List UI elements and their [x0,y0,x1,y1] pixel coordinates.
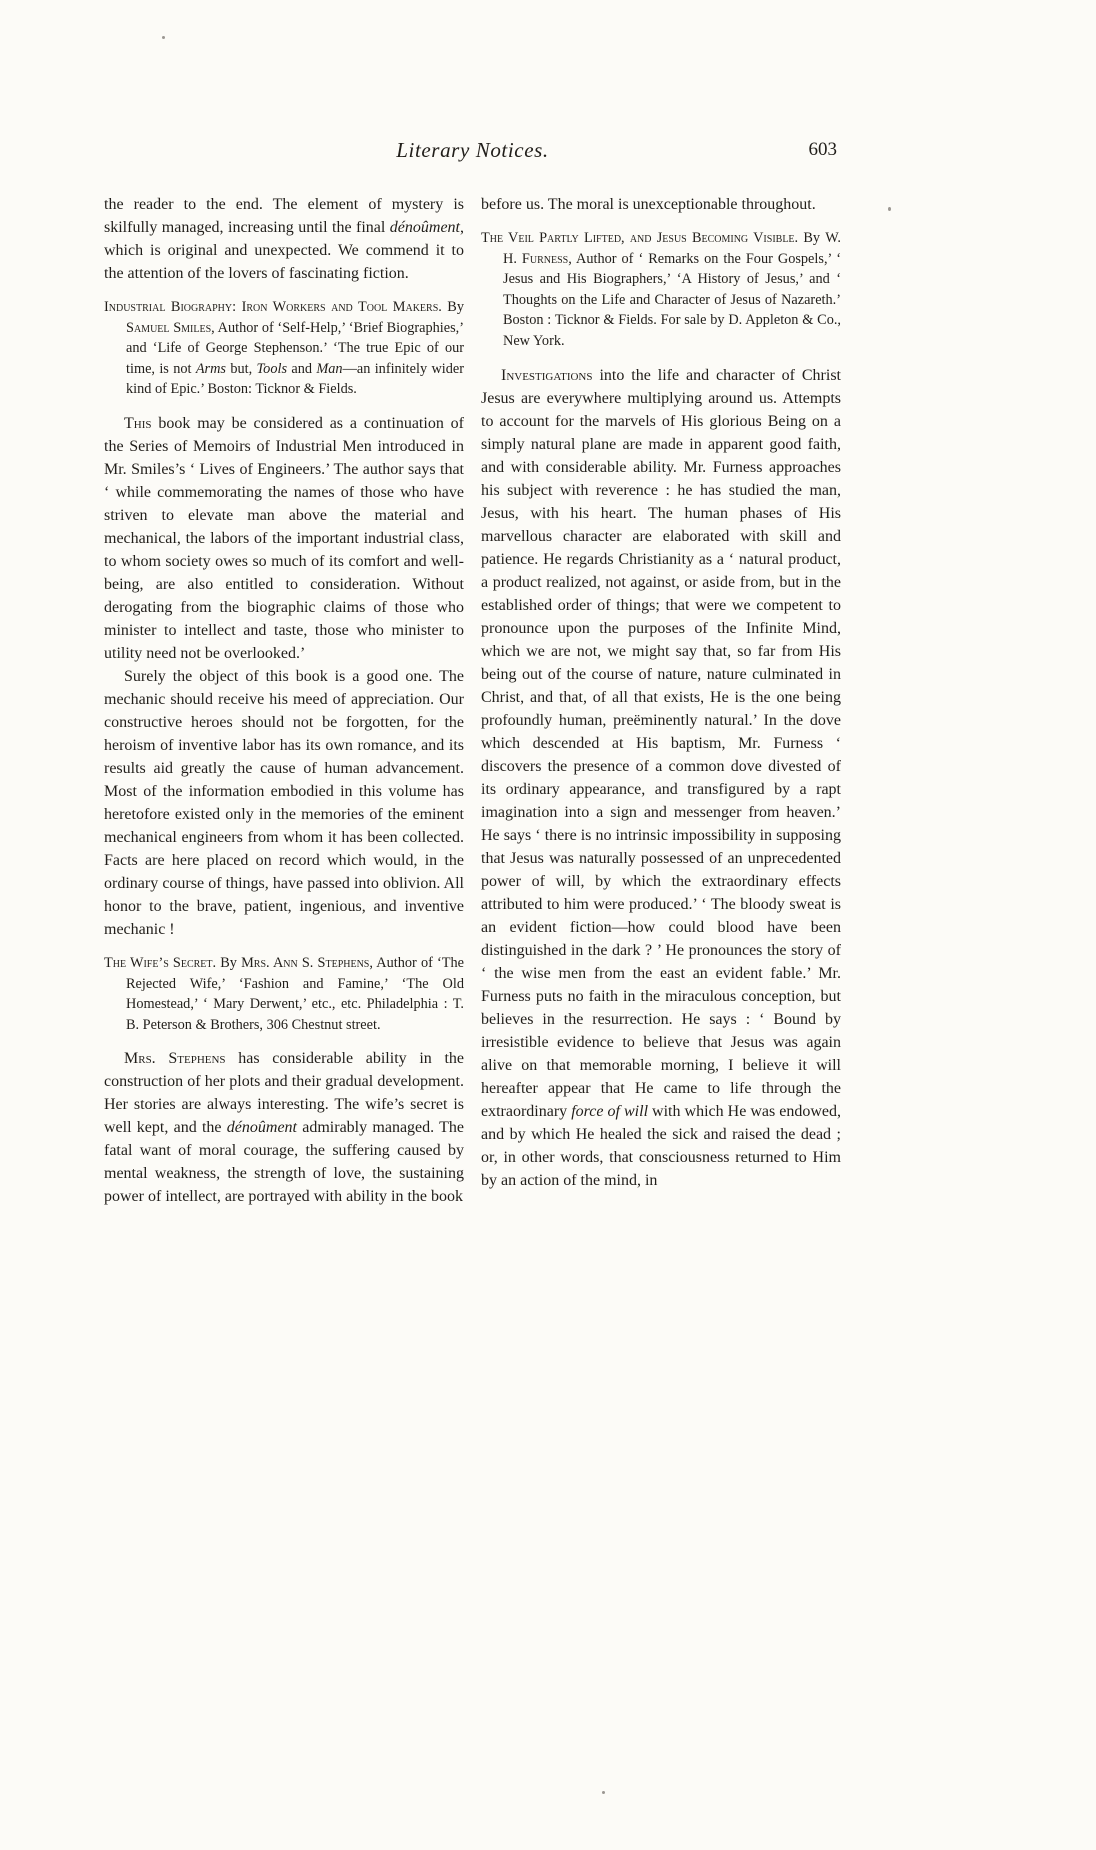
text-run: with which He was endowed, and by which He healed the sick and raised the dead ; or, in other words, that consciousness returned to Him by an action of the mind, in [481,1102,842,1189]
italic-text: dénoûment [389,219,460,236]
scan-speck [888,207,891,211]
text-run: By [441,299,464,315]
paragraph [481,364,841,1192]
text-run: into the life and character of Christ Jesus are everywhere multiplying around us. Attempts to account for the marvels of His glorious Being on a simply natural plane are made in apparent good faith, and with considerable ability. Mr. Furness approaches his subject with reverence : he has studied the man, Jesus, with his heart. The human phases of His marvellous character are elaborated with skill and patience. He regards Christianity as a ‘ natural product, a product realized, not against, or aside from, but in the established order of things; that were we competent to pronounce upon the purposes of the Infinite Mind, which we are not, we might say that, so far from His being out of the course of nature, nature culminated in Christ, and that, of all that exists, He is the one being profoundly human, preëminently natural.’ In the dove which descended at His baptism, Mr. Furness ‘ discovers the presence of a common dove divested of its ordinary appearance, and transfigured by a rapt imagination into a sign and messenger from heaven.’ He says ‘ there is no intrinsic impossibility in supposing that Jesus was naturally possessed of an unprecedented power of will, by which the extraordinary effects attributed to him were produced.’ ‘ The bloody sweat is an evident fiction—how could blood have been distinguished in the dark ? ’ He pronounces the story of ‘ the wise men from the east an evident fable.’ Mr. Furness puts no faith in the miraculous conception, but believes in the resurrection. He says : ‘ Bound by irresistible evidence to believe that Jesus was again alive on that memorable morning, I believe it will hereafter appear that He came to life through the extraordinary [481,366,841,1120]
text-run: , Author of ‘The Rejected Wife,’ ‘Fashion and Famine,’ ‘The Old Homestead,’ ‘ Mary Derwent,’ etc., etc. Philadelphia : T. B. Peterson & Brothers, 306 Chestnut street. [126,954,464,1033]
page-content [104,138,841,1208]
paragraph [104,665,464,941]
paragraph [104,412,464,665]
text-run: before us. The moral is unexceptionable throughout. [481,196,816,213]
left-column [104,193,464,1208]
italic-text: Arms [195,360,226,377]
running-head: Literary Notices. [396,138,549,162]
text-run: By [216,954,242,971]
text-run: , which is original and unexpected. We commend it to the attention of the lovers of fascinating fiction. [104,219,464,282]
small-caps-text: Industrial Biography: Iron Workers and Tool Makers. [104,299,442,315]
small-caps-text: Mrs. Ann S. Stephens [241,954,370,971]
text-run: By [798,230,826,246]
entry-heading [104,953,464,1035]
text-run: —an infinitely wider kind of Epic.’ Boston: Ticknor & Fields. [126,360,464,398]
scan-speck [162,36,165,39]
page-header [104,138,841,166]
paragraph [481,193,841,216]
text-run: and [287,360,317,377]
paragraph [104,1047,464,1208]
text-run: but, [226,360,257,377]
small-caps-text: The Wife’s Secret. [104,954,217,971]
small-caps-text: Samuel Smiles [126,319,212,336]
text-run: has considerable ability in the construction of her plots and their gradual development. Her stories are always interesting. The wife’s secret is well kept, and the [104,1050,464,1137]
text-run: , Author of ‘Self-Help,’ ‘Brief Biographies,’ and ‘Life of George Stephenson.’ ‘The true Epic of our time, is not [126,319,465,377]
small-caps-text: Mrs. Stephens [124,1050,226,1068]
page-number: 603 [808,139,837,160]
text-run: , Author of ‘ Remarks on the Four Gospels,’ ‘ Jesus and His Biographers,’ ‘A History of Jesus,’ and ‘ Thoughts on the Life and Character of Jesus of Nazareth.’ Boston : Ticknor & Fields. For sale by D. Appleton & Co., New York. [503,250,841,349]
small-caps-text: This [124,414,152,432]
italic-text: dénoûment [226,1119,297,1137]
text-run: Surely the object of this book is a good one. The mechanic should receive his meed of appreciation. Our constructive heroes should not be forgotten, for the heroism of inventive labor has its own romance, and its results aid greatly the cause of human advancement. Most of the information embodied in this volume has heretofore existed only in the memories of the eminent mechanical engineers from whom it has been collected. Facts are here placed on record which would, in the ordinary course of things, have passed into oblivion. All honor to the brave, patient, ingenious, and inventive mechanic ! [104,667,464,938]
text-run: the reader to the end. The element of mystery is skilfully managed, increasing until the final [104,196,464,236]
small-caps-text: Investigations [501,366,593,384]
scan-speck [602,1791,605,1794]
small-caps-text: W. H. Furness [503,230,841,267]
small-caps-text: The Veil Partly Lifted, and Jesus Becoming Visible. [481,230,799,246]
entry-heading [481,228,841,352]
entry-heading [104,297,464,400]
text-run: admirably managed. The fatal want of moral courage, the suffering caused by mental weakness, the strength of love, the sustaining power of intellect, are portrayed with ability in the book [104,1119,464,1206]
text-columns [104,193,841,1208]
text-run: book may be considered as a continuation of the Series of Memoirs of Industrial Men introduced in Mr. Smiles’s ‘ Lives of Engineers.’ The author says that ‘ while commemorating the names of those who have striven to elevate man above the material and mechanical, the labors of the important industrial class, to whom society owes so much of its comfort and well-being, are also entitled to consideration. Without derogating from the biographic claims of those who minister to intellect and taste, those who minister to utility need not be overlooked.’ [104,414,464,662]
italic-text: Man [316,360,343,377]
italic-text: Tools [256,360,288,377]
paragraph [104,193,464,285]
italic-text: force of will [571,1102,649,1120]
right-column [481,193,841,1208]
